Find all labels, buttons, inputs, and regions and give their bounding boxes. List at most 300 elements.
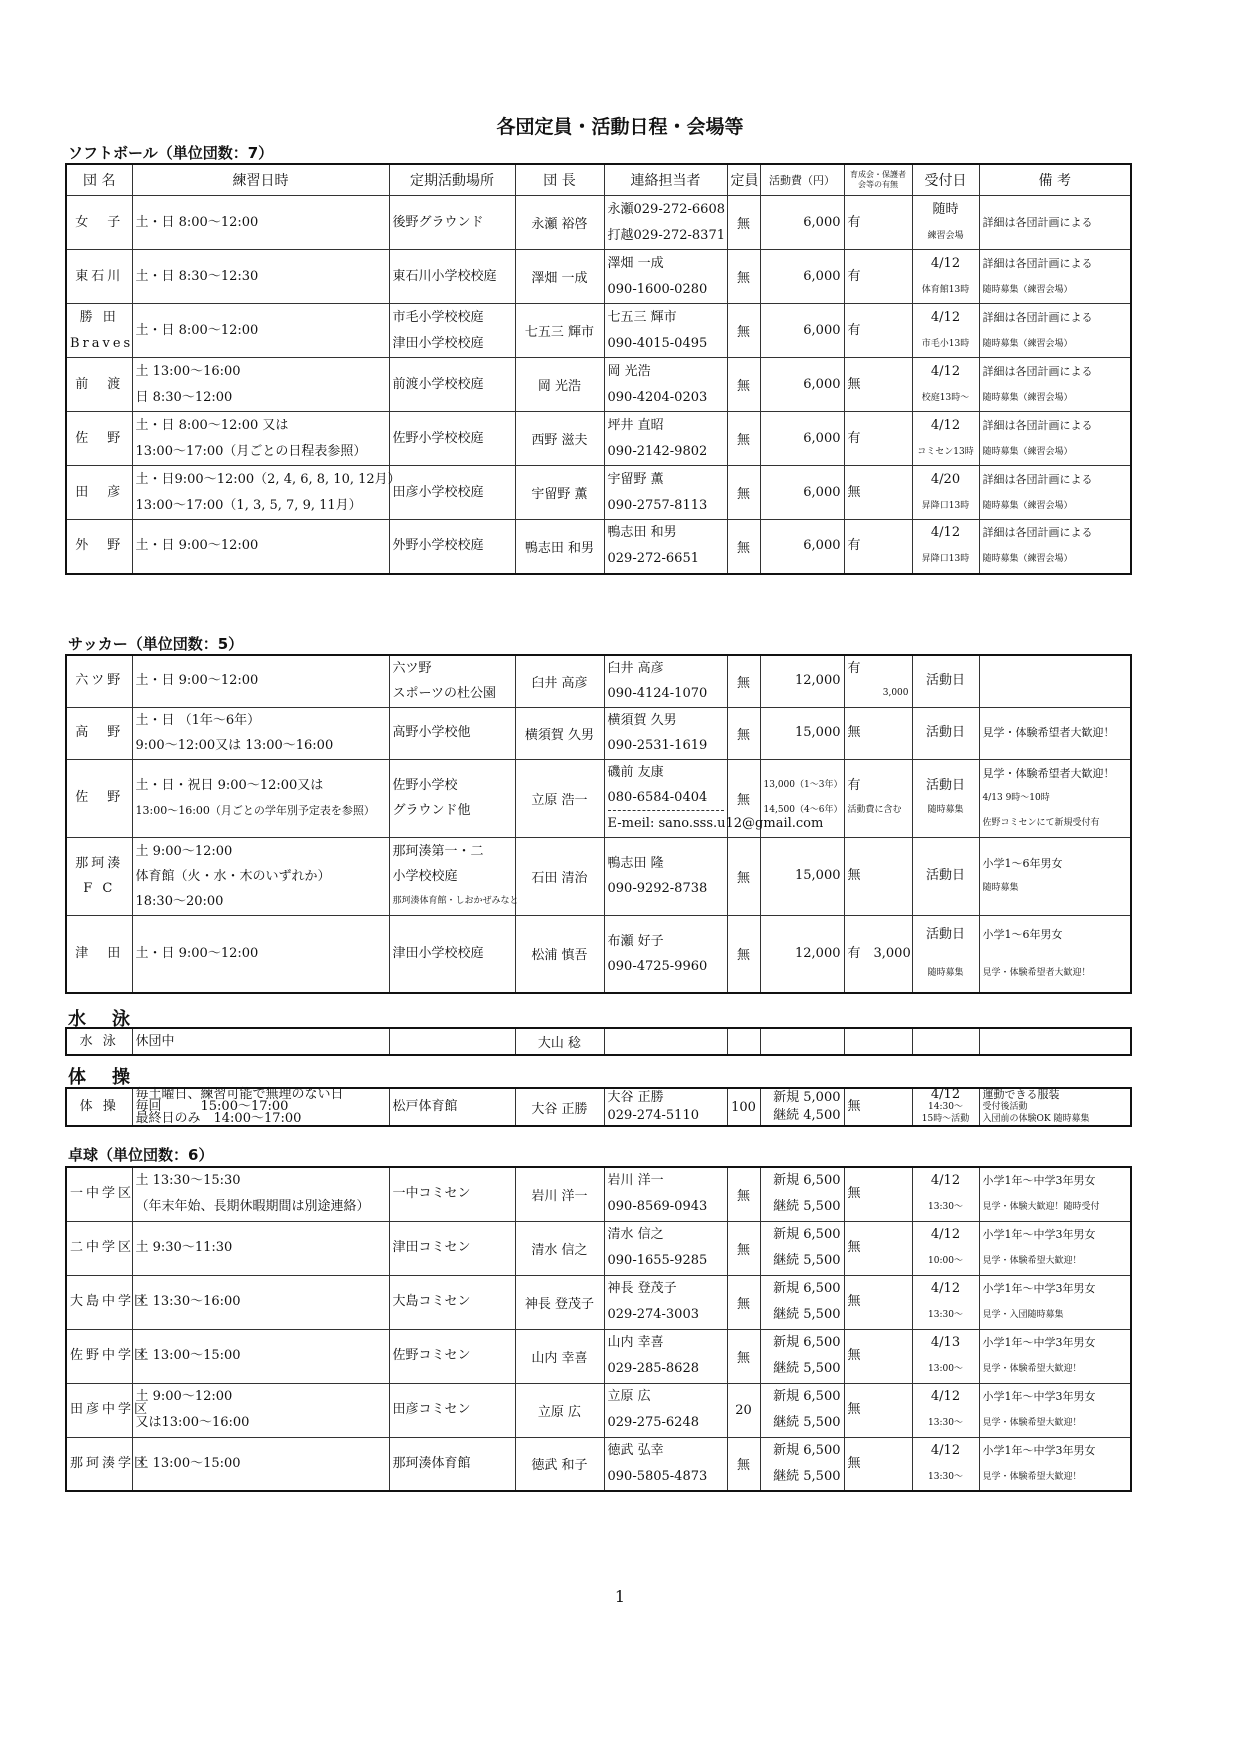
cell-recv-line: 随時 (932, 201, 959, 217)
cell-cap: 無 (727, 358, 760, 412)
cell-time-line: 土・日 （1年～6年） (135, 713, 261, 728)
cell-fee-line: 継続 5,500 (773, 1199, 841, 1215)
cell-fee (760, 412, 844, 466)
table-row (66, 1329, 1131, 1383)
cell-fee-line: 15,000 (795, 868, 841, 883)
col-association: 育成会・保護者会等の有無 (844, 164, 912, 196)
cell-time (132, 915, 389, 993)
cell-contact (604, 1221, 727, 1275)
cell-name (66, 915, 132, 993)
cell-fee (760, 466, 844, 520)
cell-fee-line: 6,000 (803, 538, 841, 554)
cell-contact-line: 横須賀 久男 (607, 713, 677, 728)
cell-name (66, 655, 132, 707)
cell-time-line: 土・日9:00～12:00（2, 4, 6, 8, 10, 12月） (135, 471, 401, 487)
cell-contact-line: 打越029-272-8371 (607, 227, 725, 243)
cell-assoc-line: 無 (847, 1186, 861, 1202)
section-label-soccer: サッカー（単位団数：5） (68, 635, 244, 653)
cell-contact (604, 412, 727, 466)
cell-place-line: 佐野コミセン (392, 1348, 471, 1363)
cell-note-line: 見学・体験希望者大歓迎！ (982, 766, 1115, 780)
cell-name (66, 1221, 135, 1275)
cell-time-line: 土 13:30～15:30 (135, 1173, 241, 1189)
cell-note (979, 466, 1131, 520)
cell-name (66, 304, 132, 358)
cell-recv (912, 707, 979, 759)
cell-recv-line: 活動日 (925, 725, 965, 740)
cell-contact-line: 永瀬029-272-6608 (607, 201, 725, 217)
cell-recv (912, 358, 979, 412)
cell-note (979, 655, 1131, 707)
cell-recv-line: 活動日 (925, 673, 965, 689)
cell-time (132, 655, 389, 707)
cell-name-line: 那珂湊学区 (70, 1455, 151, 1471)
cell-fee (760, 1088, 844, 1126)
cell-note (979, 196, 1131, 250)
cell-place-line: 田彦小学校校庭 (392, 484, 484, 500)
table-row (66, 837, 1131, 915)
cell-place-line: 津田コミセン (392, 1240, 471, 1255)
cell-place-line: 松戸体育館 (392, 1099, 458, 1114)
table-row (66, 1437, 1131, 1491)
cell-contact (604, 655, 727, 707)
cell-note-line: 入団前の体験OK 随時募集 (982, 1114, 1090, 1124)
cell-note-line: 小学1年～中学3年男女 (982, 1336, 1096, 1349)
cell-head: 神長 登茂子 (515, 1275, 604, 1329)
cell-cap (727, 1028, 760, 1055)
section-label-softball: ソフトボール（単位団数：7） (68, 144, 274, 162)
cell-cap: 無 (727, 1167, 760, 1221)
cell-recv (912, 1221, 979, 1275)
cell-name (66, 196, 132, 250)
col-time: 練習日時 (132, 164, 389, 196)
cell-name-line: 勝 田 (79, 309, 119, 325)
table-row (66, 1221, 1131, 1275)
cell-note-line: 佐野コミセンにて新規受付有 (982, 817, 1100, 828)
cell-name-line: 一中学区 (70, 1186, 135, 1202)
cell-time-line: 又は13:00～16:00 (135, 1415, 250, 1430)
cell-head: 山内 幸喜 (515, 1329, 604, 1383)
cell-note-line: 詳細は各団計画による (982, 256, 1093, 270)
cell-recv-line: 13:30～ (928, 1471, 963, 1482)
cell-recv-line: 14:30～ (928, 1102, 963, 1112)
cell-recv-line: 4/12 (930, 363, 961, 379)
cell-fee-line: 継続 5,500 (773, 1253, 841, 1268)
cell-name-line: 二中学区 (70, 1240, 135, 1255)
cell-assoc-line: 無 (847, 1455, 861, 1471)
cell-place (389, 196, 515, 250)
cell-time-line: 土 13:00～16:00 (135, 363, 241, 379)
cell-note-line: 随時募集（練習会場） (982, 392, 1073, 403)
cell-recv (912, 1275, 979, 1329)
cell-note-line: 随時募集（練習会場） (982, 554, 1073, 565)
section-label-gymnastics: 体 操 (68, 1067, 134, 1088)
cell-assoc-line: 無 (847, 1402, 861, 1417)
cell-time-line: 土・日 8:30～12:30 (135, 268, 259, 284)
cell-fee-line: 新規 6,500 (773, 1173, 841, 1189)
cell-contact-line: 澤畑 一成 (607, 255, 664, 271)
cell-contact-line: 090-9292-8738 (607, 881, 708, 896)
cell-time-line: 土・日 8:00～12:00 (135, 214, 259, 230)
cell-place (389, 412, 515, 466)
cell-assoc-line: 有 (847, 322, 861, 338)
cell-place-line: 佐野小学校 (392, 778, 458, 793)
cell-time-line: 9:00～12:00又は 13:00～16:00 (135, 738, 334, 753)
cell-time (132, 1088, 389, 1126)
cell-place-line: 六ツ野 (392, 661, 432, 677)
cell-recv-line: 昇降口13時 (921, 500, 970, 511)
cell-place (389, 250, 515, 304)
swimming-table (65, 1027, 1132, 1056)
cell-cap: 無 (727, 520, 760, 574)
cell-assoc (844, 1028, 912, 1055)
cell-note (979, 1088, 1131, 1126)
cell-time (132, 759, 389, 837)
cell-contact-line: 029-274-3003 (607, 1307, 699, 1322)
cell-note (979, 412, 1131, 466)
cell-contact-line: 090-2531-1619 (607, 738, 708, 753)
cell-place-line: 津田小学校校庭 (392, 335, 484, 351)
cell-time (132, 196, 389, 250)
cell-place-line: 那珂湊体育館・しおかぜみなと (392, 895, 519, 906)
cell-note (979, 250, 1131, 304)
cell-fee (760, 520, 844, 574)
cell-note-line: 見学・体験希望者大歓迎！ (982, 726, 1115, 739)
cell-head: 石田 清治 (515, 837, 604, 915)
cell-time-line: 毎回 15:00～17:00 (135, 1099, 289, 1114)
cell-name (66, 1437, 151, 1491)
cell-contact-line: 山内 幸喜 (607, 1335, 664, 1350)
cell-recv (912, 1329, 979, 1383)
cell-recv-line: 4/13 (930, 1335, 961, 1350)
cell-place-line: スポーツの杜公園 (392, 686, 496, 702)
cell-assoc (844, 250, 912, 304)
cell-time-line: 13:00～17:00（月ごとの日程表参照） (135, 443, 367, 459)
cell-contact-line: 090-8569-0943 (607, 1199, 708, 1215)
cell-time-line: 13:00～17:00（1, 3, 5, 7, 9, 11月） (135, 497, 362, 513)
cell-fee-line: 15,000 (795, 725, 841, 740)
cell-assoc-line: 無 (847, 484, 861, 500)
cell-name-line: 佐野中学区 (70, 1348, 151, 1363)
cell-head: 大谷 正勝 (515, 1088, 604, 1126)
cell-time-line: 土・日 8:00～12:00 又は (135, 417, 289, 433)
cell-head: 宇留野 薫 (515, 466, 604, 520)
cell-name-line: Braves (70, 335, 134, 351)
cell-head: 澤畑 一成 (515, 250, 604, 304)
cell-note-line: 4/13 9時～10時 (982, 792, 1050, 803)
cell-time-line: 土 13:00～15:00 (135, 1455, 241, 1471)
cell-contact-line: 090-4725-9960 (607, 958, 708, 974)
cell-assoc (844, 412, 912, 466)
col-contact: 連絡担当者 (604, 164, 727, 196)
cell-name-line: 佐 野 (75, 430, 124, 446)
header-row (66, 164, 1131, 196)
col-head: 団 長 (515, 164, 604, 196)
cell-fee (760, 1221, 844, 1275)
cell-contact-line: 080-6584-0404 (607, 790, 708, 805)
cell-fee-line: 新規 6,500 (773, 1335, 841, 1350)
cell-assoc-line: 有 (847, 268, 861, 284)
cell-note (979, 1167, 1131, 1221)
cell-assoc-line: 無 (847, 1294, 861, 1309)
cell-recv-line: 活動日 (925, 778, 965, 793)
cell-recv-line: 13:30～ (928, 1418, 963, 1428)
col-place: 定期活動場所 (389, 164, 515, 196)
cell-place-line: 高野小学校他 (392, 725, 471, 740)
cell-fee (760, 1329, 844, 1383)
cell-place (389, 466, 515, 520)
cell-place-line: 那珂湊体育館 (392, 1455, 471, 1471)
table-row (66, 466, 1131, 520)
table-row (66, 1275, 1131, 1329)
cell-name-line: 田彦中学区 (70, 1402, 151, 1417)
page-number: 1 (614, 1587, 626, 1606)
cell-name (66, 358, 132, 412)
cell-assoc (844, 520, 912, 574)
col-notes: 備 考 (979, 164, 1131, 196)
cell-recv-line: 体育館13時 (921, 284, 970, 295)
cell-place-line: 外野小学校校庭 (392, 538, 484, 554)
cell-place (389, 1221, 515, 1275)
cell-name-line: 高 野 (75, 725, 124, 740)
cell-contact-line: 029-285-8628 (607, 1361, 699, 1376)
cell-cap: 20 (727, 1383, 760, 1437)
cell-recv-line: 4/12 (930, 309, 961, 325)
cell-assoc (844, 1437, 912, 1491)
cell-contact-line: 立原 広 (607, 1389, 651, 1404)
cell-time (132, 412, 389, 466)
cell-note (979, 915, 1131, 993)
cell-place (389, 1028, 515, 1055)
section-label-table-tennis: 卓球（単位団数：6） (68, 1146, 214, 1164)
cell-fee-line: 継続 5,500 (773, 1415, 841, 1430)
cell-head: 永瀬 裕啓 (515, 196, 604, 250)
cell-assoc-line: 無 (847, 725, 861, 740)
cell-fee-line: 継続 5,500 (773, 1361, 841, 1376)
cell-note (979, 1275, 1131, 1329)
cell-fee (760, 196, 844, 250)
cell-time (132, 520, 389, 574)
cell-recv (912, 412, 979, 466)
cell-time-line: 日 8:30～12:00 (135, 389, 233, 405)
cell-note-line: 受付後活動 (982, 1102, 1028, 1112)
cell-recv (912, 520, 979, 574)
cell-assoc (844, 655, 912, 707)
cell-time (132, 250, 389, 304)
cell-recv-line: 13:30～ (928, 1310, 963, 1320)
cell-fee-line: 12,000 (795, 945, 841, 961)
cell-place (389, 1437, 515, 1491)
cell-note-line: 見学・体験希望大歓迎！ (982, 1364, 1082, 1374)
cell-name (66, 250, 132, 304)
cell-contact-line: 神長 登茂子 (607, 1281, 677, 1296)
cell-recv (912, 759, 979, 837)
cell-name (66, 1088, 132, 1126)
cell-recv (912, 466, 979, 520)
cell-note-line: 詳細は各団計画による (982, 364, 1093, 378)
cell-cap: 無 (727, 250, 760, 304)
cell-place-line: 前渡小学校校庭 (392, 376, 484, 392)
cell-fee (760, 655, 844, 707)
cell-contact (604, 1437, 727, 1491)
cell-fee-line: 新規 6,500 (773, 1389, 841, 1404)
table-row (66, 759, 1131, 837)
cell-note-line: 小学1年～中学3年男女 (982, 1390, 1096, 1403)
table-row (66, 1088, 1131, 1126)
cell-recv (912, 655, 979, 707)
cell-contact (604, 196, 727, 250)
cell-note (979, 837, 1131, 915)
cell-fee-line: 6,000 (803, 376, 841, 392)
table-row (66, 412, 1131, 466)
cell-name (66, 1028, 132, 1055)
cell-note-line: 随時募集（練習会場） (982, 338, 1073, 349)
cell-recv (912, 1028, 979, 1055)
cell-name-line: 外 野 (75, 538, 124, 554)
cell-time (132, 1383, 389, 1437)
cell-fee (760, 250, 844, 304)
cell-time-line: 土・日 9:00～12:00 (135, 538, 259, 554)
cell-assoc (844, 759, 912, 837)
cell-assoc-line: 無 (847, 868, 861, 883)
page-title: 各団定員・活動日程・会場等 (496, 116, 744, 138)
cell-note-line: 見学・体験希望者大歓迎！ (982, 967, 1091, 978)
cell-note-line: 見学・体験希望大歓迎！ (982, 1256, 1082, 1266)
cell-time (132, 1437, 389, 1491)
cell-note (979, 1221, 1131, 1275)
cell-cap: 無 (727, 412, 760, 466)
table-row (66, 520, 1131, 574)
table-row (66, 304, 1131, 358)
cell-recv (912, 196, 979, 250)
cell-time (132, 466, 401, 520)
col-name: 団 名 (66, 164, 132, 196)
cell-fee (760, 915, 844, 993)
cell-name-line: 体 操 (79, 1099, 119, 1114)
cell-recv-line: 4/12 (930, 525, 961, 541)
cell-note (979, 1437, 1131, 1491)
cell-name-line: 六ツ野 (75, 673, 124, 689)
cell-fee-line: 継続 5,500 (773, 1307, 841, 1322)
cell-contact-line: 鴨志田 隆 (607, 856, 664, 871)
cell-place-line: 田彦コミセン (392, 1402, 471, 1417)
cell-contact-line: 029-272-6651 (607, 551, 699, 567)
cell-recv-line: 10:00～ (928, 1256, 963, 1266)
cell-name (66, 466, 132, 520)
cell-place (389, 915, 515, 993)
cell-cap: 無 (727, 196, 760, 250)
cell-place-line: 佐野小学校校庭 (392, 430, 484, 446)
cell-recv (912, 1167, 979, 1221)
cell-contact (604, 520, 727, 574)
cell-recv-line: 活動日 (925, 926, 965, 942)
cell-name (66, 1167, 135, 1221)
cell-contact-line: 徳武 弘幸 (607, 1442, 664, 1458)
cell-recv-line: 13:30～ (928, 1202, 963, 1213)
cell-name (66, 759, 132, 837)
cell-note-line: 見学・体験希望大歓迎！ (982, 1471, 1082, 1482)
cell-name-line: 前 渡 (75, 376, 124, 392)
cell-fee (760, 1437, 844, 1491)
cell-recv-line: 4/12 (930, 1442, 961, 1458)
cell-fee-line: 継続 4,500 (773, 1108, 841, 1123)
cell-assoc (844, 466, 912, 520)
cell-place-line: 津田小学校校庭 (392, 945, 484, 961)
cell-contact-line: 大谷 正勝 (607, 1090, 664, 1105)
cell-contact-line: 029-275-6248 (607, 1415, 699, 1430)
cell-fee-line: 新規 6,500 (773, 1227, 841, 1242)
cell-contact-line: 090-4204-0203 (607, 389, 708, 405)
softball-table (65, 163, 1132, 575)
cell-note-line: 詳細は各団計画による (982, 526, 1093, 540)
table-row (66, 358, 1131, 412)
cell-assoc-line: 無 (847, 1348, 861, 1363)
cell-place-line: 東石川小学校校庭 (392, 268, 497, 284)
cell-assoc (844, 1329, 912, 1383)
table-row (66, 915, 1131, 993)
cell-contact (604, 1275, 727, 1329)
cell-place (389, 1383, 515, 1437)
cell-name-line: 東石川 (75, 268, 124, 284)
cell-fee (760, 1275, 844, 1329)
cell-name (66, 412, 132, 466)
cell-place-line: 小学校校庭 (392, 868, 458, 884)
cell-note-line: 小学1年～中学3年男女 (982, 1443, 1096, 1457)
section-label-swimming: 水 泳 (68, 1009, 134, 1030)
cell-place (389, 520, 515, 574)
cell-recv (912, 304, 979, 358)
cell-head: 立原 浩一 (515, 759, 604, 837)
table-tennis-body (66, 1167, 1131, 1491)
cell-contact-line: 清水 信之 (607, 1227, 664, 1242)
cell-time-line: 土・日 9:00～12:00 (135, 673, 259, 689)
cell-assoc (844, 196, 912, 250)
cell-note (979, 1028, 1131, 1055)
cell-note-line: 小学1年～中学3年男女 (982, 1228, 1096, 1241)
cell-recv-line: 4/12 (930, 1173, 961, 1189)
cell-recv (912, 1088, 979, 1126)
cell-head: 岡 光浩 (515, 358, 604, 412)
cell-assoc-line: 3,000 (882, 688, 909, 699)
softball-body (66, 196, 1131, 574)
cell-note-line: 小学1年～中学3年男女 (982, 1282, 1096, 1295)
cell-contact-line: 029-274-5110 (607, 1108, 699, 1123)
cell-contact (604, 1383, 727, 1437)
cell-cap: 無 (727, 1221, 760, 1275)
cell-assoc (844, 1275, 912, 1329)
cell-note-line: 詳細は各団計画による (982, 215, 1093, 229)
cell-contact-line: 090-5805-4873 (607, 1468, 708, 1484)
cell-fee-line: 新規 5,000 (773, 1090, 841, 1105)
cell-head: 立原 広 (515, 1383, 604, 1437)
cell-note-line: 随時募集 (982, 883, 1019, 893)
cell-note-line: 詳細は各団計画による (982, 418, 1093, 432)
cell-recv-line: 4/12 (930, 255, 961, 271)
cell-fee-line: 6,000 (803, 322, 841, 338)
cell-recv-line: 活動日 (925, 868, 965, 883)
cell-assoc-line: 無 (847, 376, 861, 392)
cell-note (979, 520, 1131, 574)
swimming-body (66, 1028, 1131, 1055)
cell-place-line: 大島コミセン (392, 1294, 471, 1309)
cell-contact-line: 090-2142-9802 (607, 443, 708, 459)
cell-contact (604, 707, 727, 759)
soccer-table (65, 654, 1132, 994)
cell-name (66, 837, 132, 915)
cell-contact-line: 090-4124-1070 (607, 686, 708, 702)
cell-name-line: 田 彦 (75, 484, 124, 500)
cell-time (132, 837, 389, 915)
